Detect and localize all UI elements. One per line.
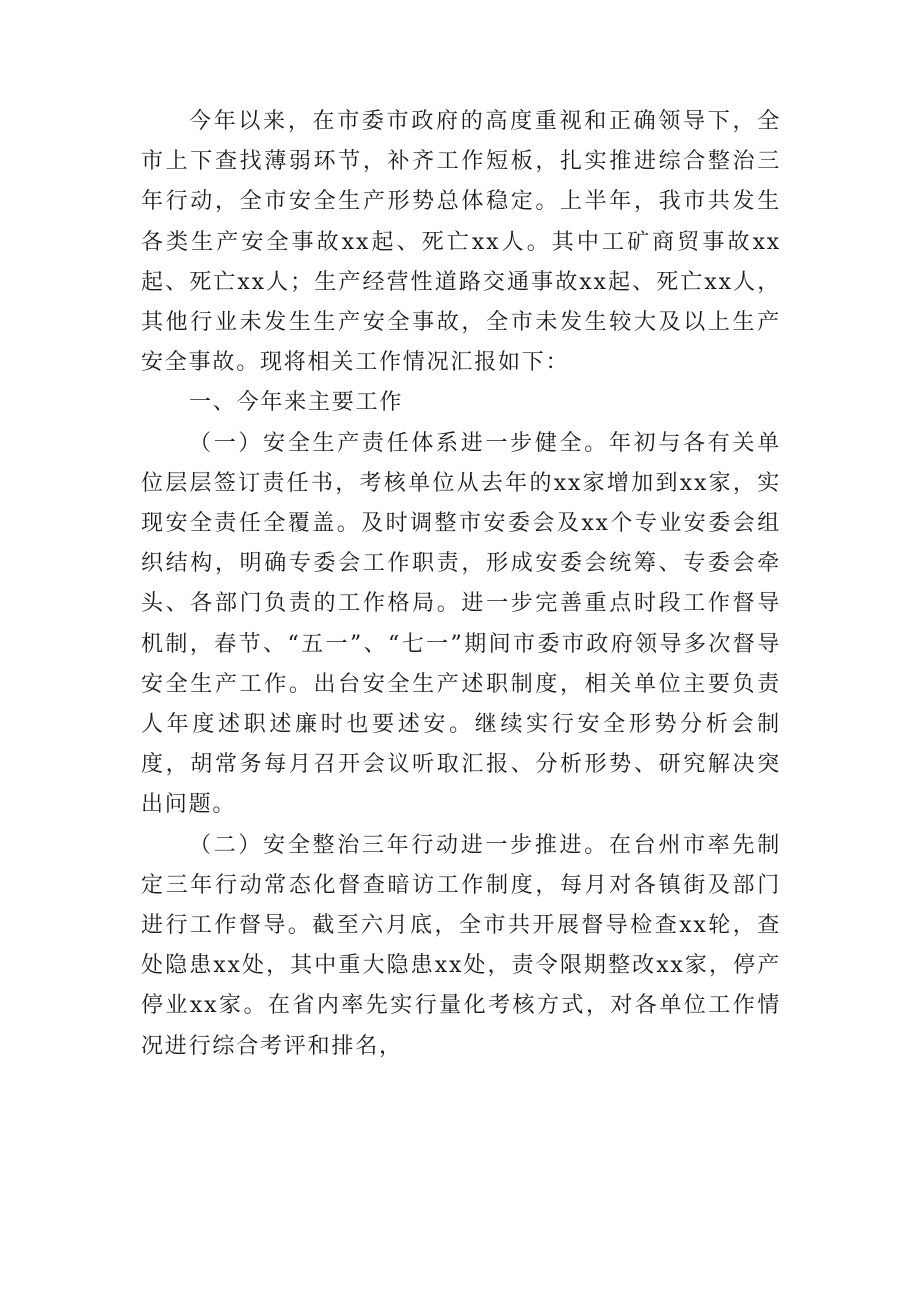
section-heading-1: 一、今年来主要工作 [189, 390, 404, 416]
item-body-1: 年初与各有关单位层层签订责任书，考核单位从去年的xx家增加到xx家，实现安全责任全覆盖。及时调整市安委会及xx个专业安委会组织结构，明确专委会工作职责，形成安委会统筹、专委会牵头、各部门负责的工作格局。进一步完善重点时段工作督导机制，春节、“五一”、“七一”期间市委市政府领导多次督导安全生产工作。出台安全生产述职制度，相关单位主要负责人年度述职述廉时也要述安。继续实行安全形势分析会制度，胡常务每月召开会议听取汇报、分析形势、研究解决突出问题。 [141, 430, 781, 818]
item-heading-1: （一）安全生产责任体系进一步健全。 [189, 430, 609, 456]
item-heading-2: （二）安全整治三年行动进一步推进。 [189, 832, 609, 858]
item-body-2: 在台州市率先制定三年行动常态化督查暗访工作制度，每月对各镇街及部门进行工作督导。截至六月底，全市共开展督导检查xx轮，查处隐患xx处，其中重大隐患xx处，责令限期整改xx家，停产停业xx家。在省内率先实行量化考核方式，对各单位工作情况进行综合考评和排名， [141, 832, 781, 1059]
document-body [141, 102, 781, 1067]
item-paragraph-2 [141, 826, 781, 1067]
item-paragraph-1 [141, 424, 781, 826]
intro-paragraph: 今年以来，在市委市政府的高度重视和正确领导下，全市上下查找薄弱环节，补齐工作短板，扎实推进综合整治三年行动，全市安全生产形势总体稳定。上半年，我市共发生各类生产安全事故xx起、死亡xx人。其中工矿商贸事故xx起、死亡xx人；生产经营性道路交通事故xx起、死亡xx人，其他行业未发生生产安全事故，全市未发生较大及以上生产安全事故。现将相关工作情况汇报如下： [141, 109, 781, 376]
